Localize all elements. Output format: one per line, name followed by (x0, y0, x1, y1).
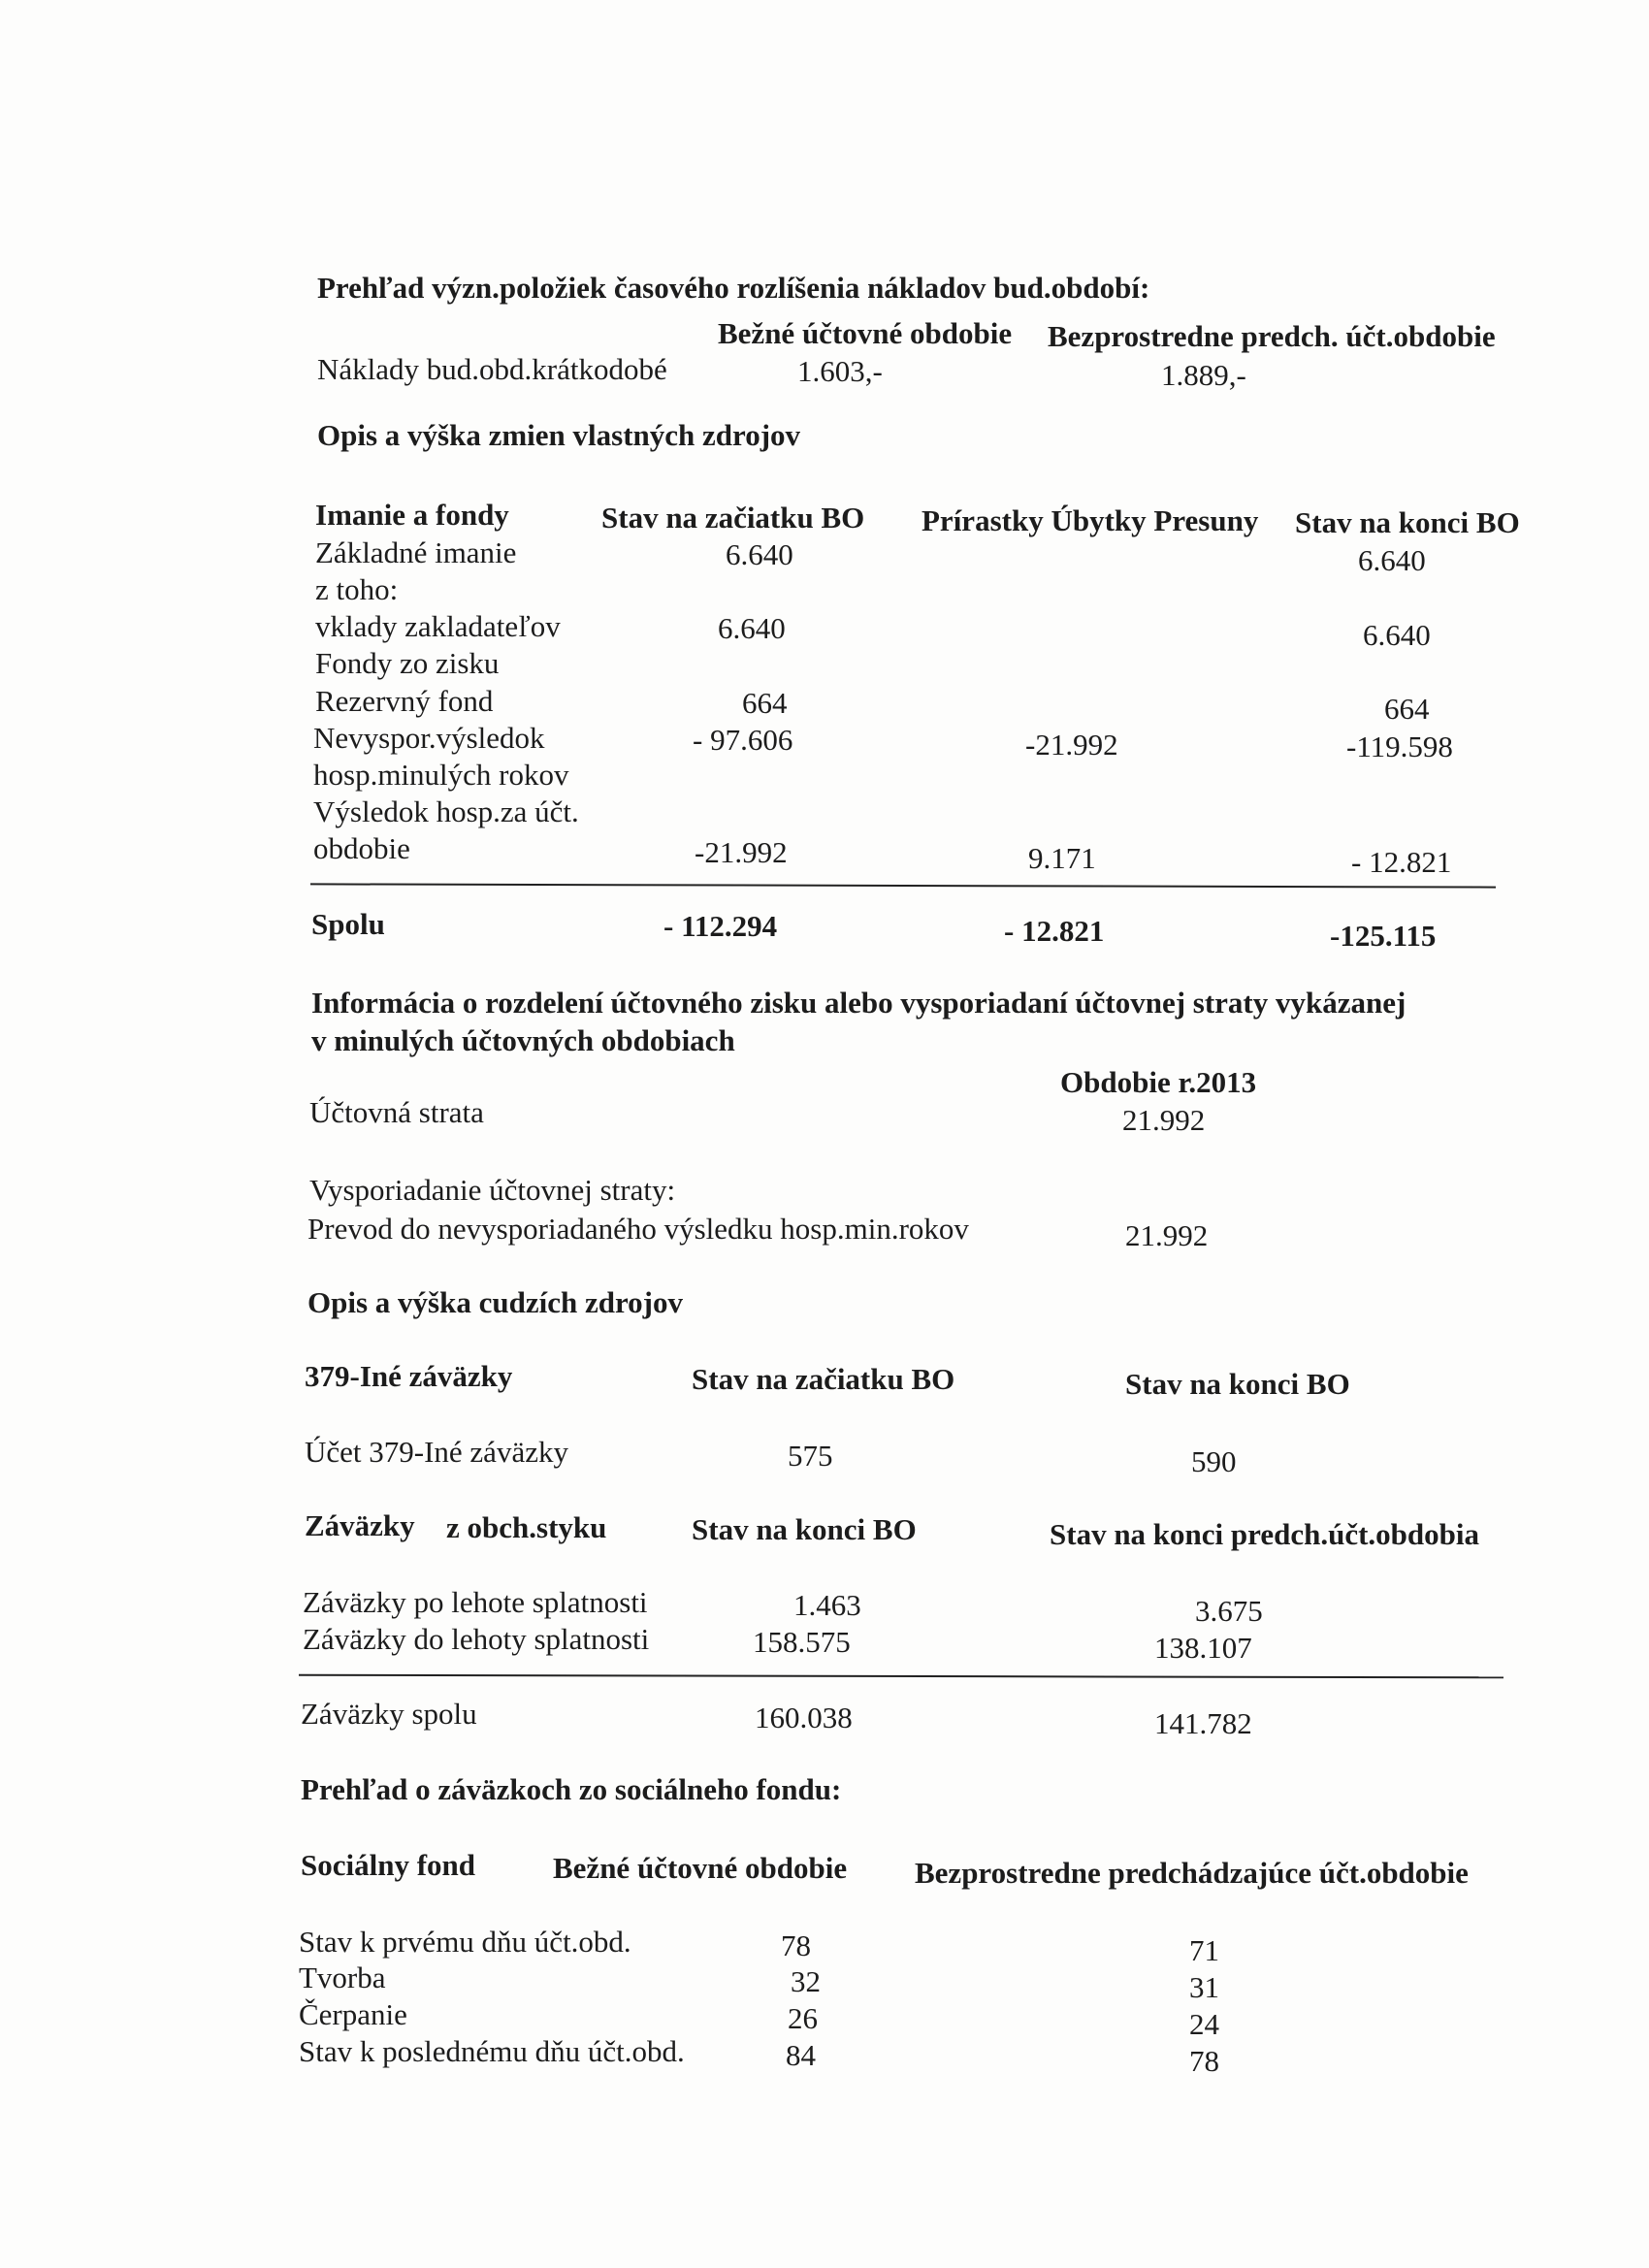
prepaid-title: Prehľad význ.položiek časového rozlíšenia nákladov bud.období: (317, 271, 1150, 305)
other-header-start: Stav na začiatku BO (692, 1362, 955, 1396)
trade-total-prev: 141.782 (1154, 1706, 1252, 1740)
other-row-label: Účet 379-Iné záväzky (305, 1435, 568, 1469)
equity-row-end: 6.640 (1358, 543, 1426, 577)
prepaid-row-previous: 1.889,- (1161, 358, 1246, 392)
trade-total-end: 160.038 (755, 1701, 853, 1734)
equity-row-label: Základné imanie (315, 535, 517, 569)
equity-row-start: - 97.606 (693, 723, 793, 757)
prepaid-col-previous: Bezprostredne predch. účt.obdobie (1048, 319, 1496, 353)
loss-period-header: Obdobie r.2013 (1060, 1065, 1257, 1099)
equity-row-end: - 12.821 (1351, 845, 1452, 879)
equity-row-start: 664 (742, 686, 788, 720)
other-header-name: 379-Iné záväzky (305, 1359, 513, 1393)
trade-row-label: Záväzky do lehoty splatnosti (303, 1622, 650, 1656)
social-header-name: Sociálny fond (301, 1848, 476, 1882)
loss-title-line2: v minulých účtovných obdobiach (311, 1023, 735, 1057)
equity-title: Opis a výška zmien vlastných zdrojov (317, 418, 801, 452)
trade-row-prev: 3.675 (1195, 1594, 1263, 1628)
trade-total-label: Záväzky spolu (301, 1697, 477, 1731)
social-row-label: Tvorba (299, 1960, 386, 1994)
social-title: Prehľad o záväzkoch zo sociálneho fondu: (301, 1772, 842, 1806)
loss-value: 21.992 (1122, 1103, 1206, 1137)
equity-header-changes: Prírastky Úbytky Presuny (922, 503, 1259, 537)
equity-row-label: obdobie (313, 831, 410, 865)
social-row-label: Stav k poslednému dňu účt.obd. (299, 2034, 685, 2068)
equity-total-divider (310, 883, 1496, 888)
other-header-end: Stav na konci BO (1125, 1367, 1350, 1401)
equity-total-end: -125.115 (1330, 919, 1437, 953)
equity-row-label: Výsledok hosp.za účt. (313, 794, 579, 828)
social-row-current: 78 (781, 1928, 811, 1962)
social-row-current: 32 (791, 1964, 821, 1998)
equity-total-start: - 112.294 (663, 909, 778, 943)
equity-total-label: Spolu (311, 907, 385, 941)
trade-total-divider (299, 1674, 1504, 1679)
other-row-start: 575 (788, 1439, 833, 1473)
prepaid-row-current: 1.603,- (797, 354, 883, 388)
social-header-current: Bežné účtovné obdobie (553, 1851, 848, 1885)
loss-title-line1: Informácia o rozdelení účtovného zisku alebo vysporiadaní účtovnej straty vykázanej (311, 986, 1406, 1020)
equity-row-label: Rezervný fond (315, 684, 494, 718)
equity-row-label: vklady zakladateľov (315, 609, 561, 643)
equity-row-start: -21.992 (695, 835, 788, 869)
social-row-label: Stav k prvému dňu účt.obd. (299, 1925, 631, 1959)
loss-label: Účtovná strata (309, 1095, 484, 1129)
other-row-end: 590 (1191, 1444, 1237, 1478)
equity-row-label: Nevyspor.výsledok (313, 721, 545, 755)
social-row-previous: 31 (1189, 1970, 1219, 2004)
equity-header-name: Imanie a fondy (315, 498, 509, 532)
equity-row-start: 6.640 (718, 611, 786, 645)
equity-header-start: Stav na začiatku BO (601, 501, 865, 535)
prepaid-col-current: Bežné účtovné obdobie (718, 316, 1013, 350)
loss-transfer-label: Prevod do nevysporiadaného výsledku hosp.min.rokov (307, 1212, 969, 1246)
trade-row-end: 1.463 (793, 1588, 861, 1622)
equity-row-label: hosp.minulých rokov (313, 758, 569, 792)
equity-row-end: -119.598 (1346, 729, 1453, 763)
equity-row-label: z toho: (315, 572, 399, 606)
equity-row-label: Fondy zo zisku (315, 646, 500, 680)
liabilities-title: Opis a výška cudzích zdrojov (307, 1285, 683, 1319)
trade-header-prev: Stav na konci predch.účt.obdobia (1050, 1517, 1480, 1551)
trade-row-end: 158.575 (753, 1625, 851, 1659)
trade-row-label: Záväzky po lehote splatnosti (303, 1585, 648, 1619)
loss-settle-label: Vysporiadanie účtovnej straty: (309, 1173, 676, 1207)
social-row-label: Čerpanie (299, 1997, 407, 2031)
prepaid-row-label: Náklady bud.obd.krátkodobé (317, 352, 667, 386)
social-row-previous: 24 (1189, 2007, 1219, 2041)
equity-header-end: Stav na konci BO (1295, 505, 1520, 539)
trade-row-prev: 138.107 (1154, 1631, 1252, 1665)
equity-row-end: 6.640 (1363, 618, 1431, 652)
equity-row-change: -21.992 (1025, 728, 1118, 761)
social-row-current: 84 (786, 2038, 816, 2072)
equity-total-change: - 12.821 (1004, 914, 1105, 948)
loss-transfer-value: 21.992 (1125, 1218, 1209, 1252)
equity-row-end: 664 (1384, 692, 1430, 726)
social-row-current: 26 (788, 2001, 818, 2035)
trade-header-name-2: z obch.styku (446, 1510, 607, 1544)
social-header-previous: Bezprostredne predchádzajúce účt.obdobie (915, 1856, 1469, 1890)
trade-header-name: Záväzky (305, 1508, 415, 1542)
equity-row-start: 6.640 (726, 537, 793, 571)
social-row-previous: 78 (1189, 2044, 1219, 2078)
trade-header-end: Stav na konci BO (692, 1512, 917, 1546)
social-row-previous: 71 (1189, 1933, 1219, 1967)
equity-row-change: 9.171 (1028, 841, 1096, 875)
